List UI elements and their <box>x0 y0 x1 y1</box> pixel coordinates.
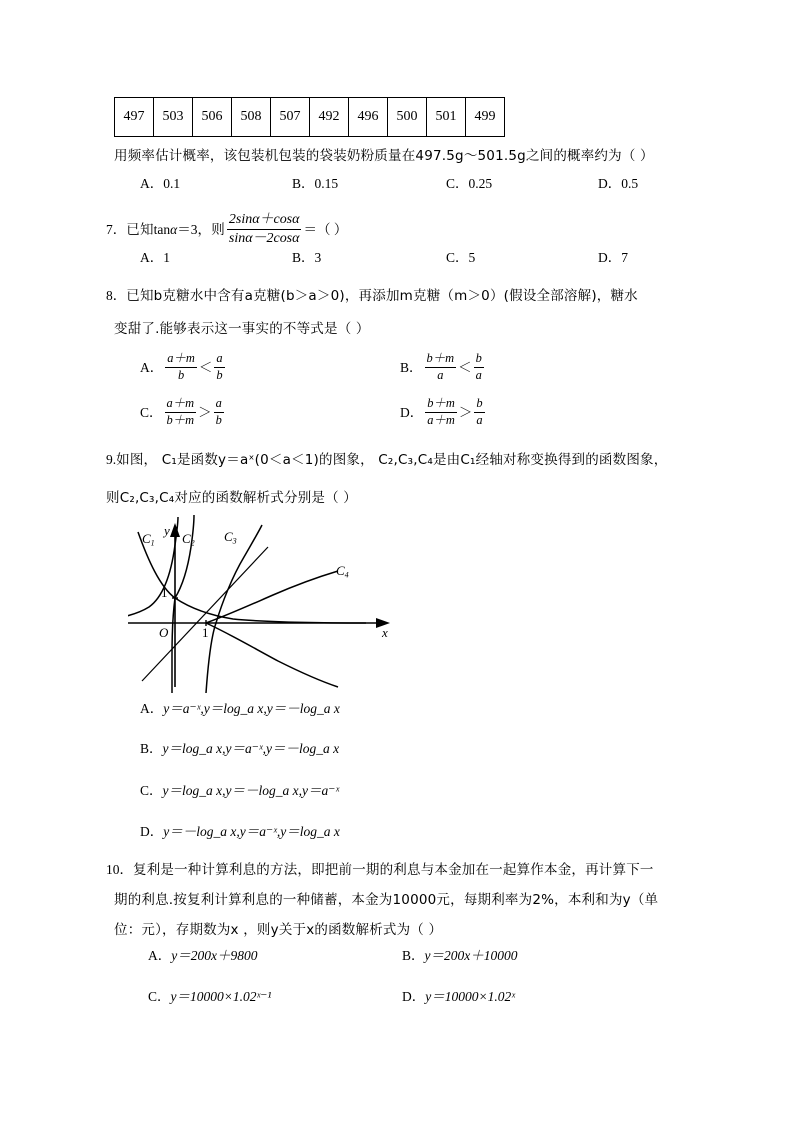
q9-stem-line1-text: 如图， C₁是函数y＝aˣ(0＜a＜1)的图象， C₂,C₃,C₄是由C₁经轴对称变换得到的函数图象， <box>116 452 668 468</box>
q9-option-d-label: D． <box>140 824 164 839</box>
x-axis-label: x <box>382 625 388 640</box>
q8-option-d-relation: ＞ <box>458 404 473 420</box>
q10-stem-line2: 期的利息.按复利计算利息的一种储蓄，本金为10000元，每期利率为2%，本利和为y（单 <box>114 892 659 908</box>
curve-label-c2: $C_2$ <box>182 531 195 548</box>
q7-stem <box>106 212 347 246</box>
table-cell: 499 <box>466 98 505 137</box>
curve-c4-reflection <box>206 623 338 687</box>
q8-option-b-fraction-left <box>425 352 457 383</box>
q9-option-b-text: y＝log_a x,y＝a⁻ˣ,y＝－log_a x <box>162 741 340 756</box>
q8-option-a[interactable] <box>140 352 227 383</box>
q9-option-a-label: A． <box>140 701 164 716</box>
q10-option-d-text: y＝10000×1.02ˣ <box>425 989 516 1004</box>
q6-option-d[interactable] <box>598 172 638 192</box>
q8-option-d-num1: b＋m <box>425 397 457 413</box>
q7-comma: ，则 <box>197 221 225 238</box>
origin-label: O <box>159 625 169 640</box>
q8-option-d-fraction-right <box>474 397 484 428</box>
q7-option-d[interactable] <box>598 246 628 266</box>
q10-option-c-text: y＝10000×1.02ˣ⁻¹ <box>170 989 272 1004</box>
q6-option-d-text: 0.5 <box>621 176 639 191</box>
q6-option-c-text: 0.25 <box>468 176 493 191</box>
curve-label-c4: $C_4$ <box>336 563 349 580</box>
q10-stem-line3: 位：元），存期数为x ，则y关于x的函数解析式为（ ） <box>114 922 443 938</box>
q8-option-a-fraction-right <box>214 352 224 383</box>
q8-option-a-relation: ＜ <box>198 359 213 375</box>
q6-option-b-text: 0.15 <box>314 176 339 191</box>
q9-option-c-text: y＝log_a x,y＝－log_a x,y＝a⁻ˣ <box>162 783 340 798</box>
q10-option-b[interactable] <box>402 944 518 964</box>
q8-option-a-den2: b <box>216 367 223 382</box>
four-curves-figure <box>128 515 428 695</box>
four-curves-svg <box>128 515 428 695</box>
q10-option-a-text: y＝200x＋9800 <box>171 948 258 963</box>
q8-option-a-num2: a <box>214 352 224 368</box>
q10-option-d[interactable] <box>402 985 515 1005</box>
q7-option-c[interactable] <box>446 246 475 266</box>
table-row <box>115 98 505 137</box>
q8-number: 8． <box>106 288 127 303</box>
q7-option-b-label: B． <box>292 250 315 265</box>
q8-stem-line1 <box>106 284 638 305</box>
q8-option-d-den2: a <box>476 412 483 427</box>
curve-label-c1: $C_1$ <box>142 531 155 548</box>
q8-option-d-label: D． <box>400 404 424 420</box>
q7-stem-end: ＝（ ） <box>303 221 348 237</box>
q6-option-a-text: 0.1 <box>163 176 181 191</box>
q7-tan: tan <box>153 221 171 237</box>
q7-fraction <box>227 212 302 246</box>
q8-option-d[interactable] <box>400 397 487 428</box>
data-table <box>114 97 505 137</box>
table-cell: 508 <box>232 98 271 137</box>
q9-option-b[interactable] <box>140 737 339 757</box>
q8-option-b-num2: b <box>474 352 484 368</box>
table-cell: 496 <box>349 98 388 137</box>
q10-option-a[interactable] <box>148 944 257 964</box>
q7-number: 7． <box>106 221 127 237</box>
q8-option-c-relation: ＞ <box>198 404 212 420</box>
q7-option-d-label: D． <box>598 250 622 265</box>
q8-option-c-den1: b＋m <box>166 412 195 427</box>
q7-option-b-text: 3 <box>314 250 322 265</box>
q10-number: 10． <box>106 862 133 877</box>
table-cell: 497 <box>115 98 154 137</box>
q6-option-c-label: C． <box>446 176 469 191</box>
q8-option-d-den1: a＋m <box>427 412 455 427</box>
q6-stem: 用频率估计概率，该包装机包装的袋装奶粉质量在497.5g～501.5g之间的概率约为（ ） <box>114 148 654 164</box>
q8-option-c[interactable] <box>140 397 226 428</box>
q9-option-c-label: C． <box>140 783 163 798</box>
q7-fraction-numerator: 2sinα＋cosα <box>227 212 302 230</box>
q10-option-c[interactable] <box>148 985 271 1005</box>
q6-option-b[interactable] <box>292 172 338 192</box>
y-tick-label-1: 1 <box>161 585 168 600</box>
q9-option-a-text: y＝a⁻ˣ,y＝log_a x,y＝－log_a x <box>163 701 340 716</box>
q7-option-a-label: A． <box>140 250 164 265</box>
q7-alpha: α <box>170 221 178 237</box>
q10-stem-line1 <box>106 858 654 879</box>
q8-option-b-fraction-right <box>474 352 484 383</box>
q8-option-b-den1: a <box>437 367 444 382</box>
table-cell: 492 <box>310 98 349 137</box>
q9-stem-line1 <box>106 448 667 469</box>
q8-option-c-num1: a＋m <box>165 397 197 413</box>
q9-number: 9. <box>106 452 117 467</box>
q8-option-c-label: C． <box>140 404 163 420</box>
q7-option-b[interactable] <box>292 246 321 266</box>
q10-option-b-label: B． <box>402 948 425 963</box>
q7-stem-lead: 已知 <box>126 221 154 238</box>
q8-option-b-label: B． <box>400 359 423 375</box>
q8-option-d-fraction-left <box>425 397 457 428</box>
q10-stem-line1-text: 复利是一种计算利息的方法，即把前一期的利息与本金加在一起算作本金，再计算下一 <box>133 862 654 878</box>
q8-option-a-label: A． <box>140 359 164 375</box>
diagonal-line <box>142 547 268 681</box>
q10-option-b-text: y＝200x＋10000 <box>424 948 518 963</box>
q7-option-d-text: 7 <box>621 250 628 265</box>
q8-option-a-fraction-left <box>165 352 197 383</box>
q6-option-a[interactable] <box>140 172 180 192</box>
x-tick-label-1: 1 <box>202 625 209 640</box>
q8-stem-line2: 变甜了.能够表示这一事实的不等式是（ ） <box>114 321 370 337</box>
curve-c1 <box>138 532 366 623</box>
q9-option-b-label: B． <box>140 741 163 756</box>
q8-stem-line1-text: 已知b克糖水中含有a克糖(b＞a＞0)，再添加m克糖（m＞0）(假设全部溶解)，糖水 <box>126 288 638 304</box>
table-cell: 503 <box>154 98 193 137</box>
q6-option-a-label: A． <box>140 176 164 191</box>
q7-option-c-label: C． <box>446 250 469 265</box>
table-cell: 506 <box>193 98 232 137</box>
q9-option-c[interactable] <box>140 779 339 799</box>
q8-option-b-num1: b＋m <box>425 352 457 368</box>
q7-option-a[interactable] <box>140 246 170 266</box>
table-cell: 500 <box>388 98 427 137</box>
curve-c4 <box>206 571 338 623</box>
q7-fraction-denominator: sinα－2cosα <box>228 230 300 246</box>
q9-stem-line2: 则C₂,C₃,C₄对应的函数解析式分别是（ ） <box>106 490 357 506</box>
q6-option-b-label: B． <box>292 176 315 191</box>
curve-label-c3: $C_3$ <box>224 529 237 546</box>
q8-option-b-den2: a <box>475 367 482 382</box>
q6-option-c[interactable] <box>446 172 492 192</box>
q8-option-b-relation: ＜ <box>458 359 472 375</box>
q8-option-d-num2: b <box>474 397 484 413</box>
table-cell: 501 <box>427 98 466 137</box>
q9-option-d-text: y＝－log_a x,y＝a⁻ˣ,y＝log_a x <box>163 824 340 839</box>
q8-option-a-num1: a＋m <box>165 352 197 368</box>
q7-option-a-text: 1 <box>163 250 170 265</box>
q9-option-d[interactable] <box>140 820 340 840</box>
q8-option-b[interactable] <box>400 352 486 383</box>
q8-option-c-fraction-left <box>165 397 197 428</box>
table-cell: 507 <box>271 98 310 137</box>
y-axis-label: y <box>164 523 170 538</box>
q9-option-a[interactable] <box>140 697 340 717</box>
q10-option-c-label: C． <box>148 989 171 1004</box>
curve-c3 <box>206 525 262 693</box>
q6-option-d-label: D． <box>598 176 622 191</box>
q10-option-d-label: D． <box>402 989 426 1004</box>
q8-option-c-num2: a <box>214 397 224 413</box>
q10-option-a-label: A． <box>148 948 172 963</box>
y-axis-arrow <box>170 523 180 537</box>
q7-eq3: ＝3 <box>177 221 198 237</box>
q8-option-c-fraction-right <box>214 397 224 428</box>
q8-option-a-den1: b <box>177 367 185 382</box>
q8-option-c-den2: b <box>215 412 222 427</box>
q7-option-c-text: 5 <box>468 250 476 265</box>
